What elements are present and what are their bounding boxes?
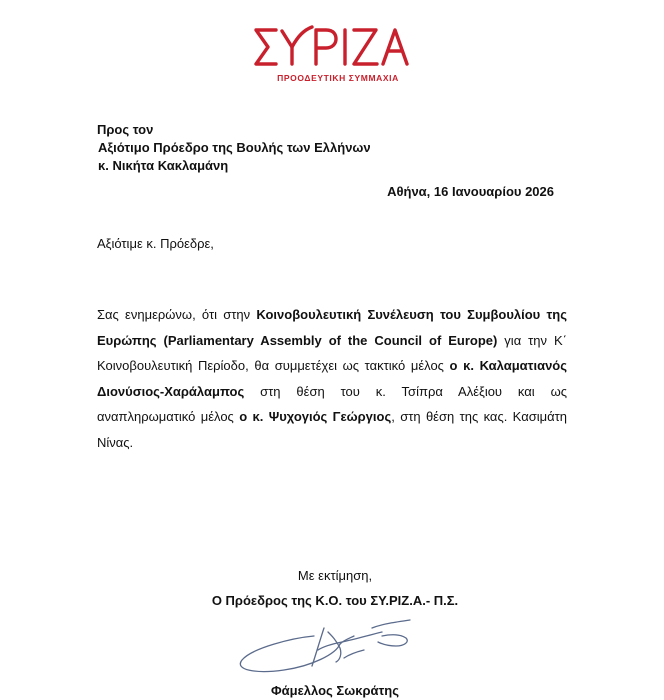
body-bold-assembly: Κοινοβουλευτική Συνέλευση του Συμβουλίου της Ευρώπης (Parliamentary Assembly of the Council of Europe) [97,307,567,348]
salutation: Αξιότιμε κ. Πρόεδρε, [97,236,214,251]
addressee-line-1: Προς τον [97,122,154,137]
addressee-block [97,121,371,175]
signer-name: Φάμελλος Σωκράτης [271,683,399,698]
closing-regards: Με εκτίμηση, [297,568,373,583]
addressee-line-3: κ. Νικήτα Κακλαμάνη [98,158,229,173]
body-bold-regular-member: ο κ. Καλαματιανός Διονύσιος-Χαράλαμπος [97,358,567,399]
letter-date: Αθήνα, 16 Ιανουαρίου 2026 [387,184,554,199]
syriza-logo-icon [250,22,418,70]
letter-body [97,302,567,455]
body-text-3: στη θέση του κ. Τσίπρα Αλέξιου και ως αναπληρωματικό μέλος [97,383,567,424]
party-logo [250,22,418,83]
logo-tagline: ΠΡΟΟΔΕΥΤΙΚΗ ΣΥΜΜΑΧΙΑ [277,73,399,83]
body-text-1: Σας ενημερώνω, ότι στην [97,307,257,322]
body-text-2: για την Κ΄ Κοινοβουλευτική Περίοδο, θα συμμετέχει ως τακτικό μέλος [97,332,567,373]
handwritten-signature [232,614,432,684]
body-text-4: , στη θέση της κας. Κασιμάτη Νίνας. [97,409,567,450]
body-bold-substitute-member: ο κ. Ψυχογιός Γεώργιος [239,409,392,424]
closing-title: Ο Πρόεδρος της Κ.Ο. του ΣΥ.ΡΙΖ.Α.- Π.Σ. [211,593,459,608]
addressee-line-2: Αξιότιμο Πρόεδρο της Βουλής των Ελλήνων [98,140,371,155]
